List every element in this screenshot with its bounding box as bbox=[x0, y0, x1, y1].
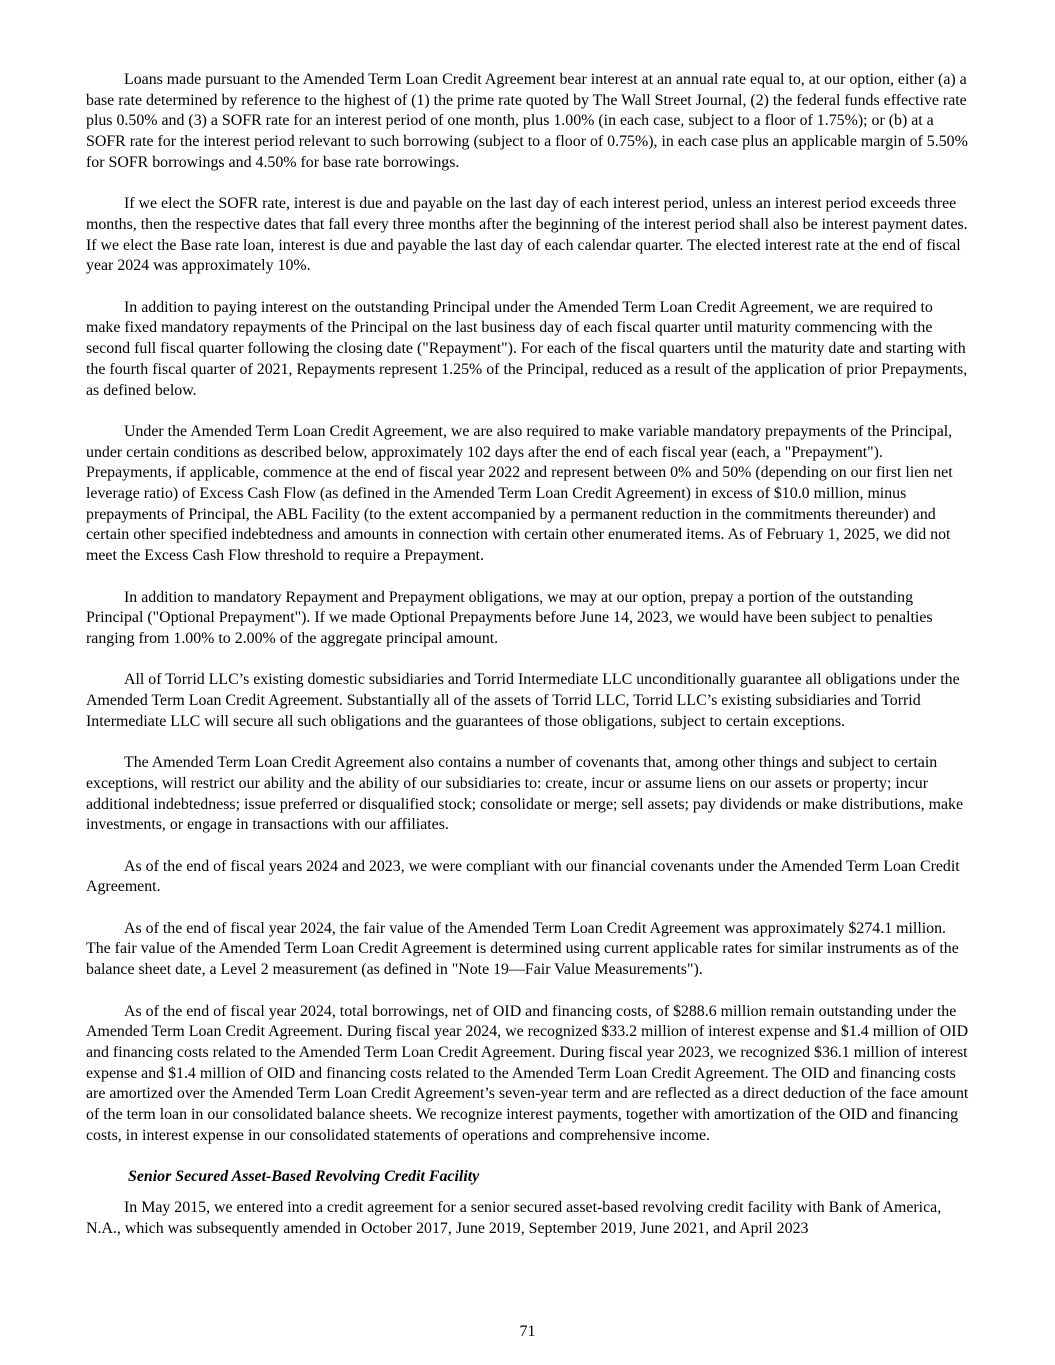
section-heading-abl-facility: Senior Secured Asset-Based Revolving Credit Facility bbox=[128, 1168, 480, 1186]
paragraph-abl-facility: In May 2015, we entered into a credit agreement for a senior secured asset-based revolving credit facility with Bank of America, N.A., which was subsequently amended in October 2017, June 2019, September 2019, June 2021, and April 2023 bbox=[86, 1198, 942, 1237]
paragraph-compliance: As of the end of fiscal years 2024 and 2023, we were compliant with our financial covenants under the Amended Term Loan Credit Agreement. bbox=[86, 857, 960, 896]
page-number: 71 bbox=[519, 1323, 536, 1340]
paragraph-prepayments: Under the Amended Term Loan Credit Agreement, we are also required to make variable mandatory prepayments of the Principal, under certain conditions as described below, approximately 102 days after the end of each fiscal year (each, a "Prepayment"). Prepayments, if applicable, commence at the end of fiscal year 2022 and represent between 0% and 50% (depending on our first lien net leverage ratio) of Excess Cash Flow (as defined in the Amended Term Loan Credit Agreement) in excess of $10.0 million, minus prepayments of Principal, the ABL Facility (to the extent accompanied by a permanent reduction in the commitments thereunder) and certain other specified indebtedness and amounts in connection with certain other enumerated items. As of February 1, 2025, we did not meet the Excess Cash Flow threshold to require a Prepayment. bbox=[86, 422, 953, 565]
paragraph-repayments: In addition to paying interest on the outstanding Principal under the Amended Term Loan Credit Agreement, we are required to make fixed mandatory repayments of the Principal on the last business day of each fiscal quarter until maturity commencing with the second full fiscal quarter following the closing date ("Repayment"). For each of the fiscal quarters until the maturity date and starting with the fourth fiscal quarter of 2021, Repayments represent 1.25% of the Principal, reduced as a result of the application of prior Prepayments, as defined below. bbox=[86, 298, 968, 399]
paragraph-covenants: The Amended Term Loan Credit Agreement also contains a number of covenants that, among other things and subject to certain exceptions, will restrict our ability and the ability of our subsidiaries to: create, incur or assume liens on our assets or property; incur additional indebtedness; issue preferred or disqualified stock; consolidate or merge; sell assets; pay dividends or make distributions, make investments, or engage in transactions with our affiliates. bbox=[86, 754, 964, 834]
paragraph-guarantees: All of Torrid LLC’s existing domestic subsidiaries and Torrid Intermediate LLC unconditionally guarantee all obligations under the Amended Term Loan Credit Agreement. Substantially all of the assets of Torrid LLC, Torrid LLC’s existing subsidiaries and Torrid Intermediate LLC will secure all such obligations and the guarantees of those obligations, subject to certain exceptions. bbox=[86, 671, 960, 730]
paragraph-optional-prepayment: In addition to mandatory Repayment and Prepayment obligations, we may at our option, prepay a portion of the outstanding Principal ("Optional Prepayment"). If we made Optional Prepayments before June 14, 2023, we would have been subject to penalties ranging from 1.00% to 2.00% of the aggregate principal amount. bbox=[86, 588, 933, 647]
paragraph-interest-rates: Loans made pursuant to the Amended Term Loan Credit Agreement bear interest at an annual rate equal to, at our option, either (a) a base rate determined by reference to the highest of (1) the prime rate quoted by The Wall Street Journal, (2) the federal funds effective rate plus 0.50% and (3) a SOFR rate for an interest period of one month, plus 1.00% (in each case, subject to a floor of 1.75%); or (b) at a SOFR rate for the interest period relevant to such borrowing (subject to a floor of 0.75%), in each case plus an applicable margin of 5.50% for SOFR borrowings and 4.50% for base rate borrowings. bbox=[86, 71, 968, 171]
paragraph-borrowings: As of the end of fiscal year 2024, total borrowings, net of OID and financing costs, of $288.6 million remain outstanding under the Amended Term Loan Credit Agreement. During fiscal year 2024, we recognized $33.2 million of interest expense and $1.4 million of OID and financing costs related to the Amended Term Loan Credit Agreement. During fiscal year 2023, we recognized $36.1 million of interest expense and $1.4 million of OID and financing costs related to the Amended Term Loan Credit Agreement. The OID and financing costs are amortized over the Amended Term Loan Credit Agreement’s seven-year term and are reflected as a direct deduction of the face amount of the term loan in our consolidated balance sheets. We recognize interest payments, together with amortization of the OID and financing costs, in interest expense in our consolidated statements of operations and comprehensive income. bbox=[86, 1002, 969, 1144]
document-page bbox=[86, 70, 970, 1260]
paragraph-fair-value: As of the end of fiscal year 2024, the fair value of the Amended Term Loan Credit Agreement was approximately $274.1 million. The fair value of the Amended Term Loan Credit Agreement is determined using current applicable rates for similar instruments as of the balance sheet date, a Level 2 measurement (as defined in "Note 19—Fair Value Measurements"). bbox=[86, 919, 959, 979]
paragraph-sofr-election: If we elect the SOFR rate, interest is due and payable on the last day of each interest period, unless an interest period exceeds three months, then the respective dates that fall every three months after the beginning of the interest period shall also be interest payment dates. If we elect the Base rate loan, interest is due and payable the last day of each calendar quarter. The elected interest rate at the end of fiscal year 2024 was approximately 10%. bbox=[86, 195, 968, 275]
